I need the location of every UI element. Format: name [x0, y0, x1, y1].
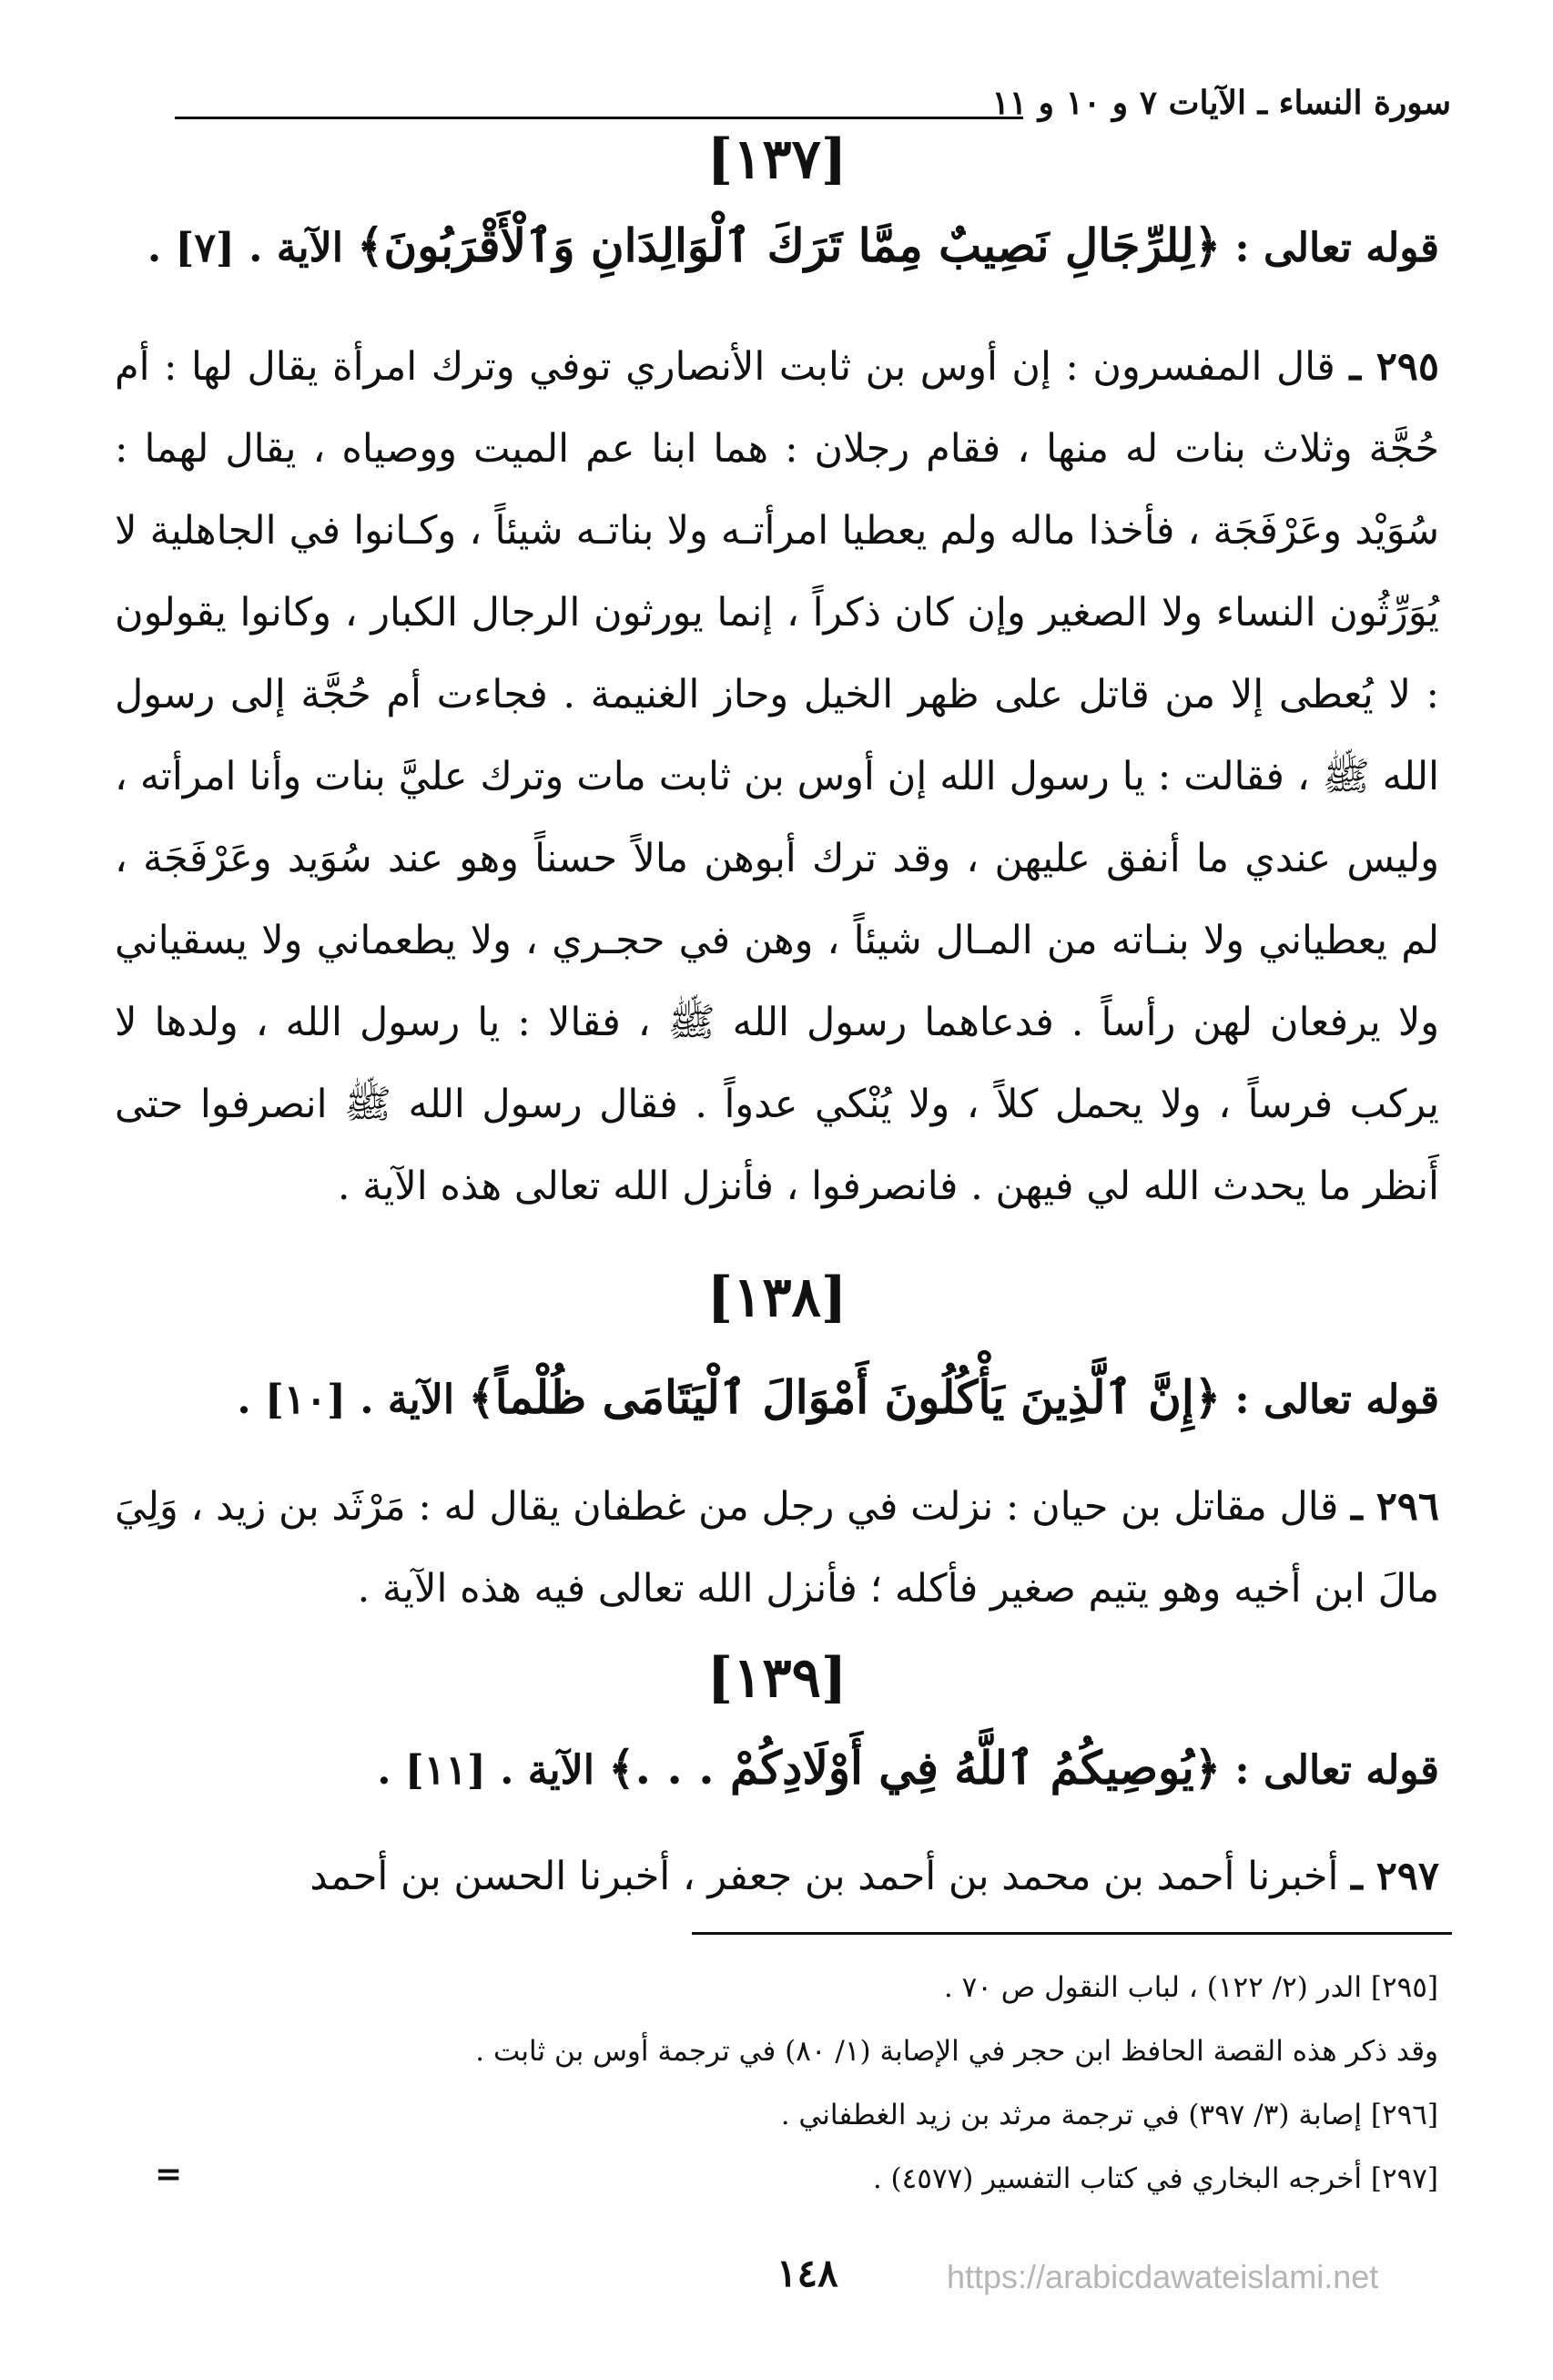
narration-number: ٢٩٦ ـ	[1351, 1484, 1439, 1530]
footnote-item: [٢٩٧] أخرجه البخاري في كتاب التفسير (٤٥٧٧) .	[872, 2162, 1438, 2195]
quran-verse: ﴿لِلرِّجَالِ نَصِيبٌ مِمَّا تَرَكَ ٱلْوَالِدَانِ وَٱلْأَقْرَبُونَ﴾	[357, 219, 1222, 272]
footnotes	[109, 1956, 1438, 2211]
verse-line	[115, 1370, 1439, 1424]
verse-line	[115, 1741, 1439, 1795]
paragraph-297	[115, 1836, 1439, 1917]
narration-number: ٢٩٥ ـ	[1349, 344, 1439, 390]
narration-text: قال مقاتل بن حيان : نزلت في رجل من غطفان يقال له : مَرْثَد بن زيد ، وَلِيَ مالَ ابن أخيه وهو يتيم صغير فأكله ؛ فأنزل الله تعالى فيه هذه الآية .	[115, 1484, 1439, 1612]
narration-number: ٢٩٧ ـ	[1351, 1854, 1439, 1899]
verse-reference: الآية . [١٠] .	[237, 1377, 469, 1423]
quran-verse: ﴿يُوصِيكُمُ ٱللَّهُ فِي أَوْلَادِكُمْ . . .﴾	[608, 1741, 1222, 1795]
verse-line	[115, 219, 1439, 272]
watermark-url: https://arabicdawateislami.net	[947, 2258, 1379, 2295]
verse-intro: قوله تعالى :	[1221, 1747, 1439, 1794]
verse-intro: قوله تعالى :	[1221, 225, 1439, 271]
section-138	[115, 1266, 1439, 1329]
continuation-mark: =	[155, 2155, 183, 2193]
footnote-rule	[692, 1932, 1452, 1935]
narration-paragraph	[115, 326, 1439, 1227]
verse-heading-139	[115, 1741, 1439, 1795]
footnote-item: [٢٩٥] الدر (٢/ ١٢٢) ، لباب النقول ص ٧٠ .	[943, 1971, 1438, 2004]
narration-text: أخبرنا أحمد بن محمد بن أحمد بن جعفر ، أخبرنا الحسن بن أحمد	[310, 1854, 1352, 1899]
verse-heading-137	[115, 219, 1439, 272]
verse-reference: الآية . [٧] .	[147, 225, 358, 271]
paragraph-296	[115, 1466, 1439, 1630]
section-number: [١٣٧]	[706, 127, 848, 191]
section-139	[115, 1646, 1439, 1710]
verse-heading-138	[115, 1370, 1439, 1424]
narration-paragraph	[115, 1466, 1439, 1630]
running-header: سورة النساء ـ الآيات ٧ و ١٠ و ١١	[991, 84, 1451, 122]
verse-intro: قوله تعالى :	[1221, 1377, 1439, 1423]
section-137	[115, 127, 1439, 191]
narration-paragraph	[115, 1836, 1439, 1917]
verse-reference: الآية . [١١] .	[377, 1747, 609, 1794]
section-number: [١٣٩]	[706, 1646, 848, 1710]
footnote-item: وقد ذكر هذه القصة الحافظ ابن حجر في الإصابة (١/ ٨٠) في ترجمة أوس بن ثابت .	[475, 2035, 1438, 2068]
narration-text: قال المفسرون : إن أوس بن ثابت الأنصاري توفي وترك امرأة يقال لها : أم حُجَّة وثلاث بنات له منها ، فقام رجلان : هما ابنا عم الميت ووصياه ، يقال لهما : سُوَيْد وعَرْفَجَة ، فأخذا ماله ولم يعطيا امرأتـه ولا بناتـه شيئاً ، وكـانوا في الجاهلية لا يُوَرِّثُون النساء ولا الصغير وإن كان ذكراً ، إنما يورثون الرجال الكبار ، وكانوا يقولون : لا يُعطى إلا من قاتل على ظهر الخيل وحاز الغنيمة . فجاءت أم حُجَّة إلى رسول الله ﷺ ، فقالت : يا رسول الله إن أوس بن ثابت مات وترك عليَّ بنات وأنا امرأته ، وليس عندي ما أنفق عليهن ، وقد ترك أبوهن مالاً حسناً وهو عند سُوَيد وعَرْفَجَة ، لم يعطياني ولا بنـاته من المـال شيئاً ، وهن في حجـري ، ولا يطعماني ولا يسقياني ولا يرفعان لهن رأساً . فدعاهما رسول الله ﷺ ، فقالا : يا رسول الله ، ولدها لا يركب فرساً ، ولا يحمل كلاً ، ولا يُنْكي عدواً . فقال رسول الله ﷺ انصرفوا حتى أَنظر ما يحدث الله لي فيهن . فانصرفوا ، فأنزل الله تعالى هذه الآية .	[115, 344, 1439, 1209]
section-number: [١٣٨]	[706, 1266, 848, 1329]
footnote-item: [٢٩٦] إصابة (٣/ ٣٩٧) في ترجمة مرثد بن زيد الغطفاني .	[780, 2099, 1438, 2131]
quran-verse: ﴿إِنَّ ٱلَّذِينَ يَأْكُلُونَ أَمْوَالَ ٱلْيَتَامَى ظُلْماً﴾	[468, 1370, 1222, 1424]
paragraph-295	[115, 326, 1439, 1227]
page-number: ١٤٨	[776, 2251, 838, 2295]
header-rule	[175, 117, 1023, 119]
